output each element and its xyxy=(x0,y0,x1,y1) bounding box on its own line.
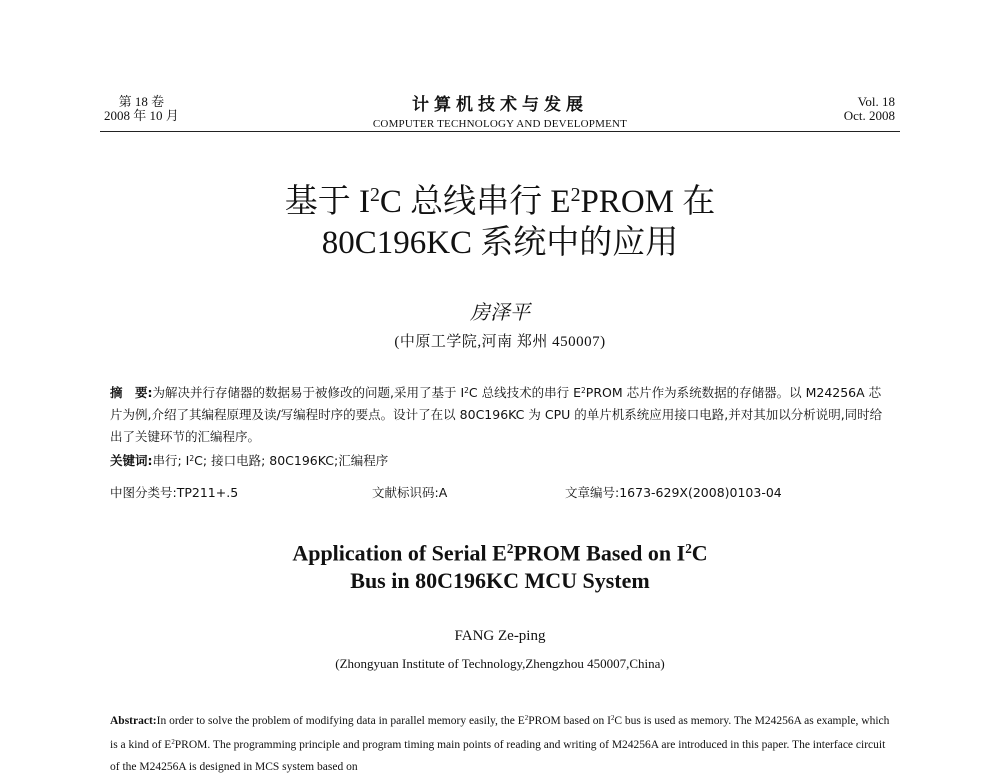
abstract-cn-body: 摘 要:为解决并行存储器的数据易于被修改的问题,采用了基于 $I^2C$ 总线技术的串行 $E^2PROM$ 芯片作为系统数据的存储器。以 M24256A 芯片为例,介绍了其编程原理及读/写编程时序的要点。设计了在以 80C196KC 为 CPU 的单片机系统应用接口电路,并对其加以分析说明,同时给出了关键环节的汇编程序。 xyxy=(110,385,883,445)
header-volume-date-en xyxy=(844,95,895,123)
article-number: 文章编号:1673-629X(2008)0103-04 xyxy=(565,485,782,500)
keywords-cn: 关键词:串行; $I^2C$; 接口电路; 80C196KC;汇编程序 xyxy=(110,453,389,469)
document-code: 文献标识码:A xyxy=(372,485,448,500)
header-volume-en: Vol. 18 xyxy=(857,94,895,109)
abstract-en: Abstract:In order to solve the problem of modifying data in parallel memory easily, the $E^2PROM$ based on $I^2C$ bus is used as memory. The M24256A as example, which is a kind of $E^2PROM$. The programming principle and program timing main points of reading and writing of M24256A are introduced in this paper. The interface circuit of the M24256A is designed in MCS system based on xyxy=(110,714,890,773)
header-volume-cn: 第 18 卷 xyxy=(118,94,165,109)
journal-name-cn: 计算机技术与发展 xyxy=(412,95,588,115)
header-volume-date-cn xyxy=(104,95,179,123)
paper-title-cn-line1: 基于 $I^2C$ 总线串行 $E^2PROM$ 在 xyxy=(284,183,716,220)
journal-name-en: COMPUTER TECHNOLOGY AND DEVELOPMENT xyxy=(372,118,628,130)
paper-title-cn-line2: 80C196KC 系统中的应用 xyxy=(321,225,679,261)
journal-header xyxy=(330,90,670,130)
abstract-en-label: Abstract: xyxy=(110,714,157,727)
header-date-en: Oct. 2008 xyxy=(843,108,895,123)
author-cn: 房泽平 xyxy=(470,302,530,324)
abstract-cn-label: 摘 要: xyxy=(110,385,153,401)
clc-number: 中图分类号:TP211+.5 xyxy=(110,485,239,500)
header-rule xyxy=(100,131,900,132)
author-en: FANG Ze-ping xyxy=(454,628,546,644)
header-date-cn: 2008 年 10 月 xyxy=(104,108,179,123)
abstract-cn xyxy=(110,380,890,472)
affiliation-cn: (中原工学院,河南 郑州 450007) xyxy=(394,334,606,350)
paper-title-en-line1: Application of Serial $E^2PROM$ Based on $I^2C$ xyxy=(292,540,708,566)
affiliation-en: (Zhongyuan Institute of Technology,Zhengzhou 450007,China) xyxy=(335,656,665,671)
keywords-cn-label: 关键词: xyxy=(110,453,153,469)
paper-title-en-line2: Bus in 80C196KC MCU System xyxy=(350,568,650,593)
